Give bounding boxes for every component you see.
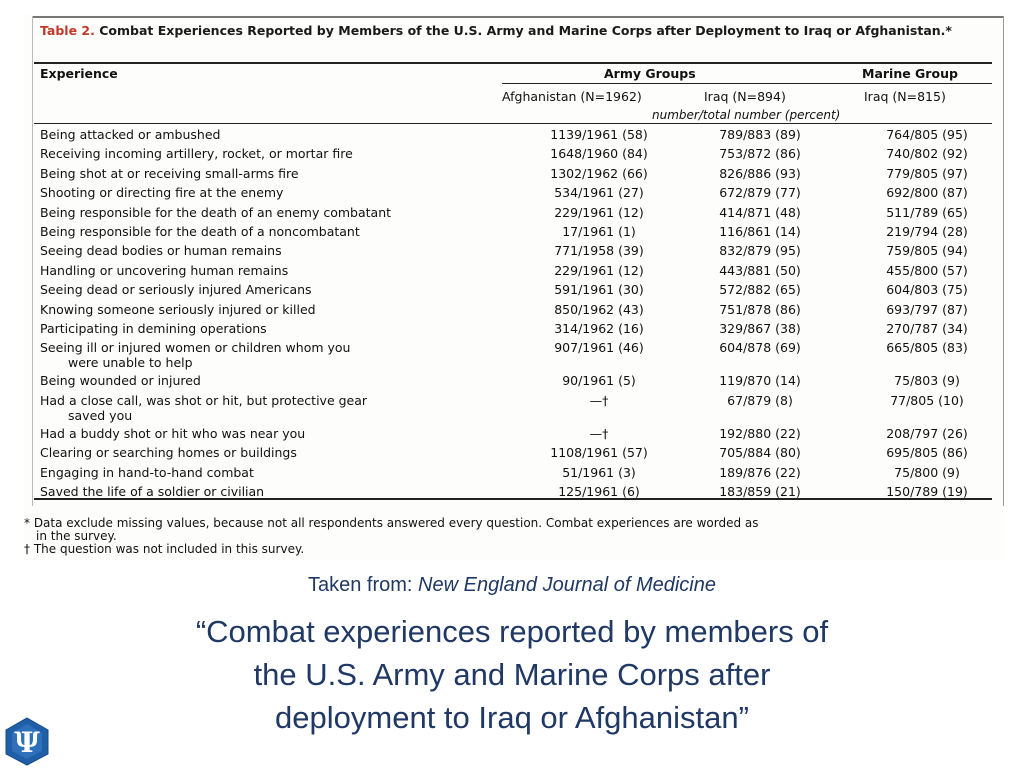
row-experience <box>40 302 480 317</box>
cell-afghanistan: 314/1962 (16) <box>554 321 644 336</box>
army-groups-rule <box>502 83 868 84</box>
cell-iraq-marine: 779/805 (97) <box>886 165 968 181</box>
row-experience <box>40 205 480 220</box>
table-row <box>40 392 990 423</box>
cell-iraq-army: 604/878 (69) <box>719 340 801 356</box>
cell-iraq-army: 443/881 (50) <box>719 262 801 278</box>
header-rule-top <box>34 62 992 64</box>
cell-afghanistan: 125/1961 (6) <box>558 484 640 499</box>
row-experience <box>40 243 480 258</box>
cell-iraq-marine: 208/797 (26) <box>886 425 968 441</box>
cell-iraq-army: 751/878 (86) <box>719 301 801 317</box>
cell-afghanistan: 1108/1961 (57) <box>550 445 648 461</box>
cell-iraq-army: 67/879 (8) <box>727 392 793 408</box>
table-row <box>40 340 990 371</box>
row-experience-text: Had a buddy shot or hit who was near you <box>40 425 306 441</box>
cell-iraq-army: 183/859 (21) <box>719 484 801 499</box>
cell-iraq-marine: 604/803 (75) <box>886 282 968 298</box>
table-row <box>40 146 990 165</box>
table-label: Table 2. <box>40 23 95 38</box>
cell-afghanistan: 51/1961 (3) <box>562 464 636 480</box>
table-row <box>40 426 990 445</box>
row-experience <box>40 282 480 297</box>
row-experience-text: Being wounded or injured <box>40 373 201 389</box>
header-afghanistan: Afghanistan (N=1962) <box>502 89 642 104</box>
row-experience <box>40 340 480 370</box>
table-row <box>40 321 990 340</box>
row-experience-text: Saved the life of a soldier or civilian <box>40 484 265 499</box>
cell-iraq-marine: 77/805 (10) <box>890 392 964 408</box>
table-title-text: Combat Experiences Reported by Members of the U.S. Army and Marine Corps after Deployment to Iraq or Afghanistan.* <box>99 23 952 38</box>
table-scan <box>24 14 1004 560</box>
row-experience <box>40 445 480 460</box>
cell-iraq-army: 116/861 (14) <box>719 224 801 239</box>
row-experience <box>40 465 480 480</box>
cell-afghanistan: 229/1961 (12) <box>554 262 644 278</box>
table-row <box>40 127 990 146</box>
marine-group-rule <box>856 83 992 84</box>
table-title <box>40 22 980 39</box>
cell-iraq-marine: 693/797 (87) <box>886 301 968 317</box>
cell-iraq-army: 832/879 (95) <box>719 243 801 259</box>
table-row <box>40 373 990 392</box>
table-row <box>40 282 990 301</box>
row-experience <box>40 393 480 423</box>
cell-iraq-marine: 75/800 (9) <box>894 464 960 480</box>
cell-afghanistan: —† <box>589 392 609 408</box>
header-experience: Experience <box>40 66 118 81</box>
row-experience-text: Being responsible for the death of an enemy combatant <box>40 204 392 220</box>
cell-iraq-marine: 759/805 (94) <box>886 243 968 259</box>
psi-logo-icon <box>2 716 52 766</box>
table-row <box>40 185 990 204</box>
cell-iraq-army: 329/867 (38) <box>719 321 801 336</box>
header-army-groups: Army Groups <box>604 66 696 81</box>
row-experience-continuation: saved you <box>68 407 133 423</box>
cell-iraq-army: 672/879 (77) <box>719 185 801 201</box>
cell-afghanistan: —† <box>589 425 609 441</box>
row-experience-text: Receiving incoming artillery, rocket, or mortar fire <box>40 146 353 162</box>
cell-afghanistan: 1648/1960 (84) <box>550 146 648 162</box>
row-experience-text: Engaging in hand-to-hand combat <box>40 464 254 480</box>
cell-iraq-marine: 455/800 (57) <box>886 262 968 278</box>
cell-afghanistan: 1302/1962 (66) <box>550 165 648 181</box>
quote-caption <box>0 610 1024 739</box>
units-label: number/total number (percent) <box>652 108 841 122</box>
cell-iraq-marine: 75/803 (9) <box>894 373 960 389</box>
cell-iraq-army: 572/882 (65) <box>719 282 801 298</box>
row-experience-text: Seeing ill or injured women or children whom you <box>40 340 351 356</box>
cell-afghanistan: 90/1961 (5) <box>562 373 636 389</box>
row-experience-text: Participating in demining operations <box>40 321 267 336</box>
cell-iraq-marine: 692/800 (87) <box>886 185 968 201</box>
cell-iraq-army: 189/876 (22) <box>719 464 801 480</box>
cell-iraq-army: 705/884 (80) <box>719 445 801 461</box>
cell-iraq-marine: 695/805 (86) <box>886 445 968 461</box>
row-experience-text: Being responsible for the death of a noncombatant <box>40 224 360 239</box>
cell-afghanistan: 534/1961 (27) <box>554 185 644 201</box>
footnote-2: † The question was not included in this survey. <box>24 542 305 556</box>
left-border <box>32 16 33 506</box>
row-experience <box>40 224 480 239</box>
table-row <box>40 263 990 282</box>
row-experience <box>40 263 480 278</box>
row-experience <box>40 127 480 142</box>
table-row <box>40 484 990 503</box>
header-marine-group: Marine Group <box>862 66 958 81</box>
cell-afghanistan: 850/1962 (43) <box>554 301 644 317</box>
row-experience-text: Being attacked or ambushed <box>40 127 221 142</box>
footnote-1: * Data exclude missing values, because not all respondents answered every question. Combat experiences are worded as <box>24 516 759 530</box>
cell-iraq-army: 414/871 (48) <box>719 204 801 220</box>
quote-line-1: “Combat experiences reported by members of <box>195 614 829 649</box>
cell-iraq-marine: 511/789 (65) <box>886 204 968 220</box>
row-experience-text: Seeing dead bodies or human remains <box>40 243 282 259</box>
row-experience <box>40 166 480 181</box>
row-experience <box>40 484 480 499</box>
quote-line-3: deployment to Iraq or Afghanistan” <box>275 700 749 735</box>
cell-iraq-army: 192/880 (22) <box>719 425 801 441</box>
table-row <box>40 224 990 243</box>
table-row <box>40 205 990 224</box>
cell-iraq-marine: 219/794 (28) <box>886 224 968 239</box>
table-row <box>40 166 990 185</box>
cell-iraq-marine: 150/789 (19) <box>886 484 968 499</box>
row-experience-text: Knowing someone seriously injured or killed <box>40 301 316 317</box>
row-experience <box>40 321 480 336</box>
cell-iraq-marine: 764/805 (95) <box>886 127 968 142</box>
table-row <box>40 302 990 321</box>
row-experience <box>40 373 480 388</box>
row-experience-continuation: were unable to help <box>68 355 193 371</box>
top-border <box>32 16 1004 18</box>
cell-iraq-marine: 740/802 (92) <box>886 146 968 162</box>
row-experience-text: Had a close call, was shot or hit, but protective gear <box>40 392 368 408</box>
table-row <box>40 243 990 262</box>
cell-iraq-army: 119/870 (14) <box>719 373 801 389</box>
right-border <box>1003 16 1004 506</box>
row-experience-text: Seeing dead or seriously injured Americans <box>40 282 312 298</box>
cell-iraq-army: 753/872 (86) <box>719 146 801 162</box>
cell-iraq-army: 789/883 (89) <box>719 127 801 142</box>
table-row <box>40 465 990 484</box>
cell-afghanistan: 229/1961 (12) <box>554 204 644 220</box>
row-experience-text: Shooting or directing fire at the enemy <box>40 185 284 201</box>
row-experience-text: Being shot at or receiving small-arms fire <box>40 165 299 181</box>
cell-iraq-army: 826/886 (93) <box>719 165 801 181</box>
row-experience <box>40 185 480 200</box>
psi-glyph: Ψ <box>14 726 40 759</box>
source-prefix: Taken from: <box>308 574 413 596</box>
footnote-1-cont: in the survey. <box>36 529 117 543</box>
header-iraq-marine: Iraq (N=815) <box>864 89 946 104</box>
header-iraq-army: Iraq (N=894) <box>704 89 786 104</box>
source-journal: New England Journal of Medicine <box>418 574 716 596</box>
cell-afghanistan: 771/1958 (39) <box>554 243 644 259</box>
row-experience-text: Handling or uncovering human remains <box>40 262 289 278</box>
cell-iraq-marine: 665/805 (83) <box>886 340 968 356</box>
header-rule-bottom <box>34 123 992 124</box>
cell-afghanistan: 1139/1961 (58) <box>550 127 648 142</box>
cell-afghanistan: 591/1961 (30) <box>554 282 644 298</box>
table-bottom-rule <box>34 498 992 500</box>
row-experience-text: Clearing or searching homes or buildings <box>40 445 297 461</box>
quote-line-2: the U.S. Army and Marine Corps after <box>253 657 771 692</box>
row-experience <box>40 426 480 441</box>
source-caption <box>0 574 1024 597</box>
table-row <box>40 445 990 464</box>
cell-iraq-marine: 270/787 (34) <box>886 321 968 336</box>
cell-afghanistan: 907/1961 (46) <box>554 340 644 356</box>
cell-afghanistan: 17/1961 (1) <box>562 224 636 239</box>
row-experience <box>40 146 480 161</box>
